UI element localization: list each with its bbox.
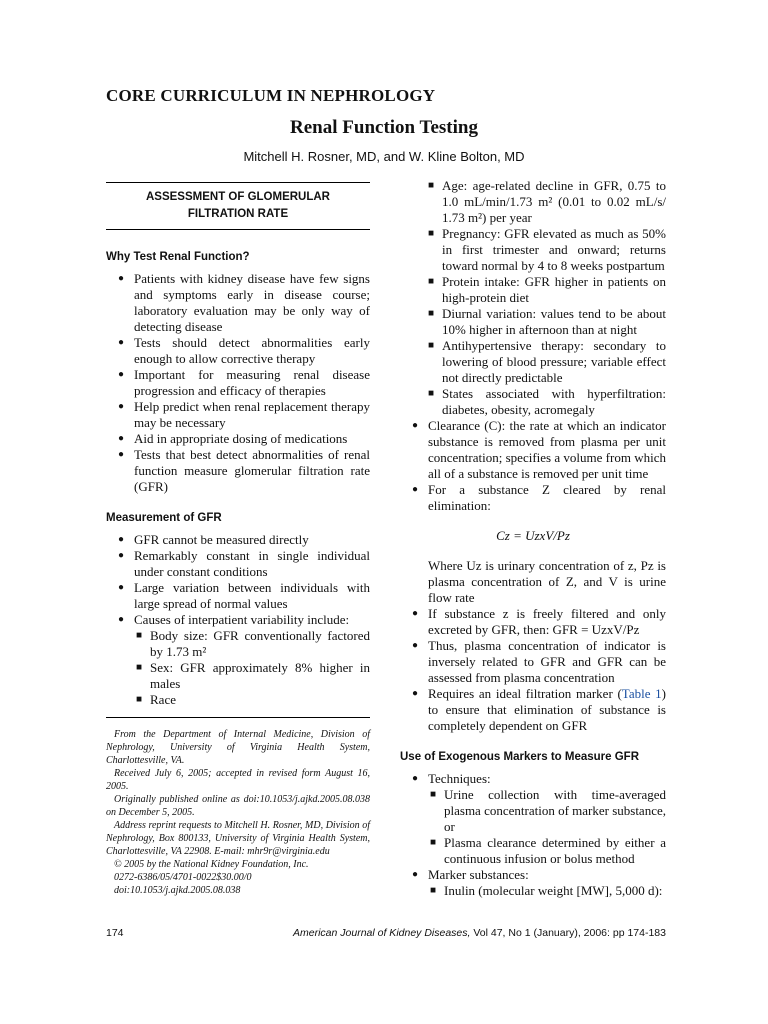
- footnote-affiliation: From the Department of Internal Medicine, Division of Nephrology, University of Virginia Health System, Charlottesville, VA.: [106, 729, 370, 766]
- list-item-text: Techniques:: [428, 771, 491, 786]
- exogenous-list: [400, 771, 666, 899]
- list-item: [400, 867, 666, 899]
- measurement-list: [106, 532, 370, 708]
- list-item: [106, 612, 370, 708]
- list-item: ● Tests should detect abnormalities early enough to allow corrective therapy: [106, 335, 370, 367]
- journal-citation: [293, 927, 666, 939]
- list-item: ● Large variation between individuals with large spread of normal values: [106, 580, 370, 612]
- footnote-doi: doi:10.1053/j.ajkd.2005.08.038: [114, 885, 241, 896]
- list-item: ● Tests that best detect abnormalities of renal function measure glomerular filtration rate (GFR): [106, 447, 370, 495]
- table-1-link[interactable]: Table 1: [621, 686, 662, 701]
- list-item: ■ Sex: GFR approximately 8% higher in males: [134, 660, 370, 692]
- list-item: ■ Protein intake: GFR higher in patients on high-protein diet: [426, 274, 666, 306]
- list-item: ■ Plasma clearance determined by either a continuous infusion or bolus method: [428, 835, 666, 867]
- authors: Mitchell H. Rosner, MD, and W. Kline Bolton, MD: [243, 149, 525, 164]
- list-item: ■ Antihypertensive therapy: secondary to lowering of blood pressure; variable effect not directly predictable: [426, 338, 666, 386]
- variability-list: [134, 628, 370, 708]
- journal-name: American Journal of Kidney Diseases,: [293, 927, 471, 939]
- formula-explanation: Where Uz is urinary concentration of z, Pz is plasma concentration of Z, and V is urine flow rate: [428, 558, 666, 605]
- left-column: [106, 182, 370, 708]
- variability-continued-list: [400, 178, 666, 418]
- list-item: ● Clearance (C): the rate at which an indicator substance is removed from plasma per unit concentration; specifies a volume from which all of a substance is removed per unit time: [400, 418, 666, 482]
- clearance-list: [400, 418, 666, 514]
- list-item: ■ Body size: GFR conventionally factored by 1.73 m²: [134, 628, 370, 660]
- page-number: 174: [106, 927, 124, 939]
- list-item: ■ Pregnancy: GFR elevated as much as 50% in first trimester and onward; returns toward normal by 4 to 8 weeks postpartum: [426, 226, 666, 274]
- list-item: ● For a substance Z cleared by renal elimination:: [400, 482, 666, 514]
- list-item: ■ Urine collection with time-averaged plasma concentration of marker substance, or: [428, 787, 666, 835]
- article-title: Renal Function Testing: [290, 117, 478, 138]
- list-item: ■ States associated with hyperfiltration: diabetes, obesity, acromegaly: [426, 386, 666, 418]
- list-item-text: Marker substances:: [428, 867, 529, 882]
- list-item: ■ Inulin (molecular weight [MW], 5,000 d):: [428, 883, 666, 899]
- section-heading-line-1: ASSESSMENT OF GLOMERULAR: [145, 191, 330, 203]
- why-test-heading: Why Test Renal Function?: [106, 251, 250, 263]
- footnote-issn: 0272-6386/05/4701-0022$30.00/0: [114, 872, 252, 883]
- list-item: ● GFR cannot be measured directly: [106, 532, 370, 548]
- list-item: ● If substance z is freely filtered and only excreted by GFR, then: GFR = UzxV/Pz: [400, 606, 666, 638]
- section-heading-line-2: FILTRATION RATE: [187, 208, 289, 220]
- techniques-list: [428, 787, 666, 867]
- why-test-list: [106, 271, 370, 495]
- series-heading: CORE CURRICULUM IN NEPHROLOGY: [106, 86, 436, 105]
- list-item: ■ Age: age-related decline in GFR, 0.75 to 1.0 mL/min/1.73 m² (0.01 to 0.02 mL/s/ 1.73 m²) per year: [426, 178, 666, 226]
- list-item: ● Remarkably constant in single individual under constant conditions: [106, 548, 370, 580]
- footnotes: [106, 717, 370, 897]
- list-item: [400, 771, 666, 867]
- footnote-received: Received July 6, 2005; accepted in revised form August 16, 2005.: [106, 768, 370, 792]
- list-item-text: Causes of interpatient variability include:: [134, 612, 350, 627]
- measurement-heading: Measurement of GFR: [106, 512, 222, 524]
- citation-details: Vol 47, No 1 (January), 2006: pp 174-183: [470, 927, 666, 939]
- list-item: ● Important for measuring renal disease progression and efficacy of therapies: [106, 367, 370, 399]
- section-rule-top: [106, 182, 370, 183]
- list-item: ● Thus, plasma concentration of indicator is inversely related to GFR and GFR can be assessed from plasma concentration: [400, 638, 666, 686]
- list-item: [400, 686, 666, 734]
- right-column: [400, 178, 666, 899]
- markers-list: [428, 883, 666, 899]
- list-item: ■ Race: [134, 692, 370, 708]
- list-item-text: Requires an ideal filtration marker (: [428, 686, 622, 701]
- clearance-formula: Cz = UzxV/Pz: [496, 528, 570, 543]
- list-item: ● Aid in appropriate dosing of medications: [106, 431, 370, 447]
- list-item: ● Patients with kidney disease have few signs and symptoms early in disease course; laboratory evaluation may be only way of detecting disease: [106, 271, 370, 335]
- footnote-copyright: © 2005 by the National Kidney Foundation, Inc.: [114, 859, 309, 870]
- list-item-text: ) to ensure that elimination of substance is completely dependent on GFR: [428, 686, 667, 733]
- list-item: ■ Diurnal variation: values tend to be about 10% higher in afternoon than at night: [426, 306, 666, 338]
- exogenous-markers-heading: Use of Exogenous Markers to Measure GFR: [400, 751, 640, 763]
- list-item: ● Help predict when renal replacement therapy may be necessary: [106, 399, 370, 431]
- section-heading: [106, 189, 370, 223]
- gfr-list: [400, 606, 666, 734]
- footnote-reprint: Address reprint requests to Mitchell H. Rosner, MD, Division of Nephrology, Box 800133, University of Virginia Health System, Charlottesville, VA 22908. E-mail: mhr9r@virginia.edu: [106, 820, 370, 857]
- section-rule-bottom: [106, 229, 370, 230]
- footnote-published: Originally published online as doi:10.1053/j.ajkd.2005.08.038 on December 5, 2005.: [106, 794, 370, 818]
